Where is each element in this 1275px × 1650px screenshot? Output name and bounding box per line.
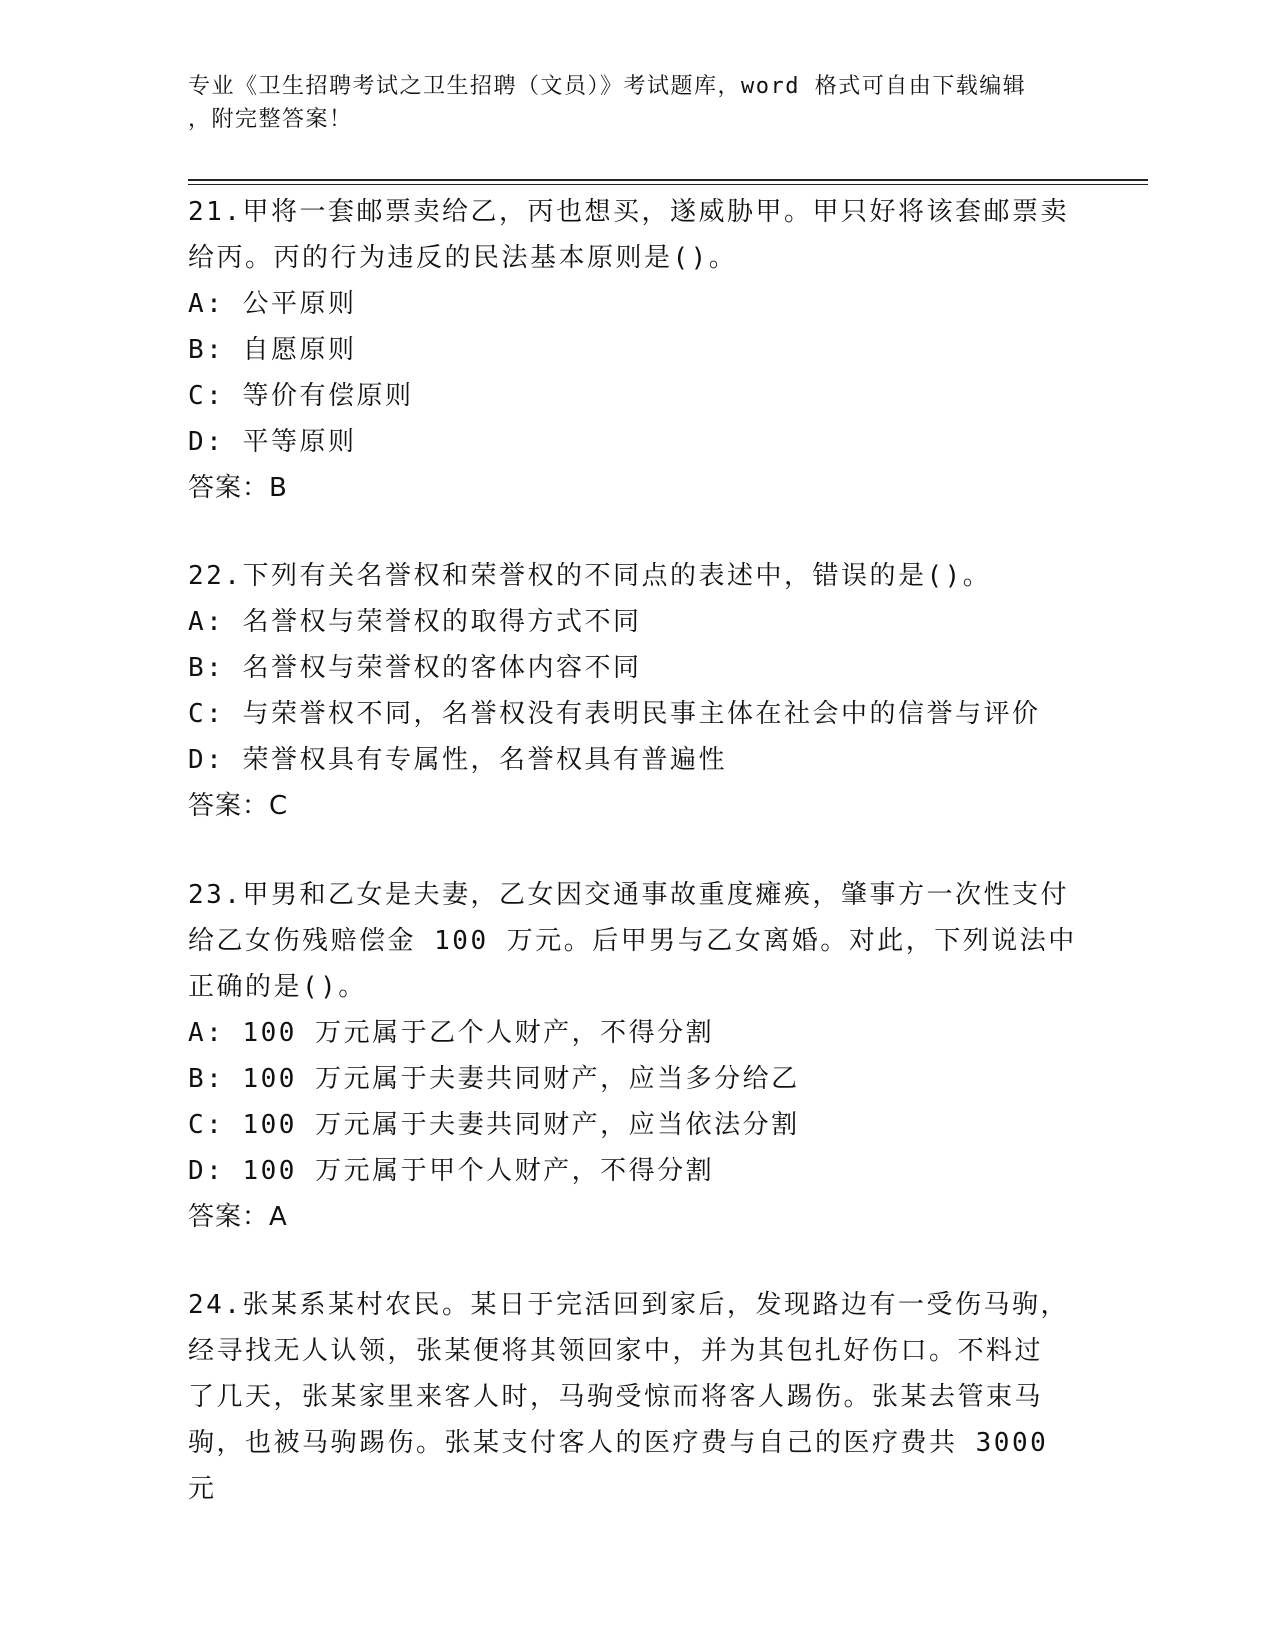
- question-stem-line: 24.张某系某村农民。某日于完活回到家后，发现路边有一受伤马驹，: [188, 1290, 1069, 1320]
- header-line-2: ，附完整答案！: [188, 107, 353, 132]
- answer: 答案：B: [188, 473, 288, 503]
- header-line-1: 专业《卫生招聘考试之卫生招聘（文员）》考试题库，word 格式可自由下载编辑: [188, 74, 1027, 99]
- option-b: B: 100 万元属于夫妻共同财产，应当多分给乙: [188, 1064, 800, 1094]
- option-a: A: 公平原则: [188, 289, 357, 319]
- question-stem-line: 21.甲将一套邮票卖给乙，丙也想买，遂威胁甲。甲只好将该套邮票卖: [188, 197, 1069, 227]
- option-c: C: 等价有偿原则: [188, 381, 414, 411]
- answer: 答案：C: [188, 791, 289, 821]
- question-23: [188, 872, 1088, 1240]
- question-21: [188, 189, 1088, 511]
- option-b: B: 名誉权与荣誉权的客体内容不同: [188, 653, 642, 683]
- question-24: [188, 1282, 1088, 1512]
- question-stem-line: 23.甲男和乙女是夫妻，乙女因交通事故重度瘫痪，肇事方一次性支付: [188, 880, 1069, 910]
- option-b: B: 自愿原则: [188, 335, 357, 365]
- option-c: C: 与荣誉权不同，名誉权没有表明民事主体在社会中的信誉与评价: [188, 699, 1041, 729]
- option-a: A: 100 万元属于乙个人财产，不得分割: [188, 1018, 715, 1048]
- option-d: D: 100 万元属于甲个人财产，不得分割: [188, 1156, 715, 1186]
- document-header: [188, 70, 1088, 136]
- option-a: A: 名誉权与荣誉权的取得方式不同: [188, 607, 642, 637]
- question-stem-line: 22.下列有关名誉权和荣誉权的不同点的表述中，错误的是()。: [188, 561, 992, 591]
- question-stem-line: 正确的是()。: [188, 972, 367, 1002]
- question-stem-line: 了几天，张某家里来客人时，马驹受惊而将客人踢伤。张某去管束马: [188, 1382, 1044, 1412]
- answer: 答案：A: [188, 1202, 288, 1232]
- question-22: [188, 553, 1088, 829]
- option-c: C: 100 万元属于夫妻共同财产，应当依法分割: [188, 1110, 800, 1140]
- question-stem-line: 经寻找无人认领，张某便将其领回家中，并为其包扎好伤口。不料过: [188, 1336, 1044, 1366]
- option-d: D: 荣誉权具有专属性，名誉权具有普遍性: [188, 745, 727, 775]
- question-stem-line: 给丙。丙的行为违反的民法基本原则是()。: [188, 243, 738, 273]
- header-divider: [188, 179, 1148, 185]
- question-stem-line: 给乙女伤残赔偿金 100 万元。后甲男与乙女离婚。对此，下列说法中: [188, 926, 1077, 956]
- question-stem-line: 驹，也被马驹踢伤。张某支付客人的医疗费与自己的医疗费共 3000 元: [188, 1428, 1049, 1504]
- option-d: D: 平等原则: [188, 427, 357, 457]
